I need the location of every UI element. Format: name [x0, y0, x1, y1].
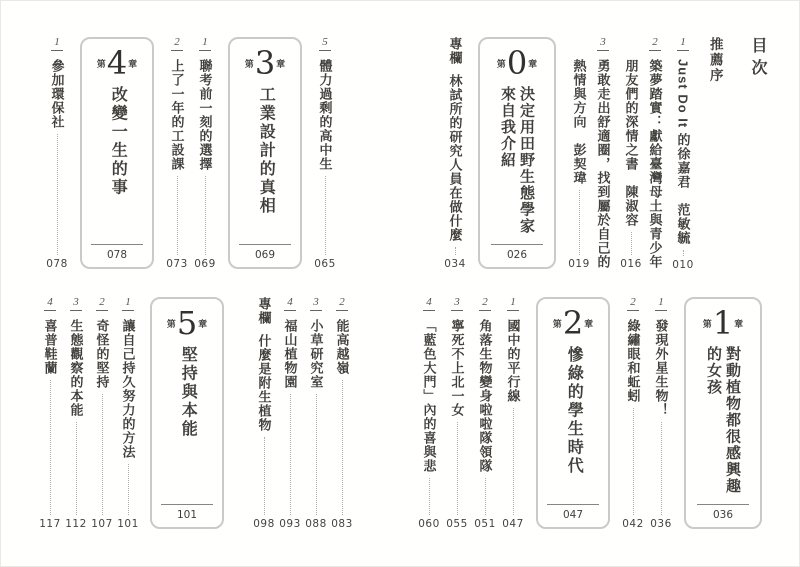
chapter-box-3	[228, 37, 302, 269]
entry-title: 聯考前一刻的選擇	[197, 59, 213, 171]
chapter-suffix: 章	[198, 318, 208, 329]
chapter-title-line1: 決定用田野生態學家	[518, 86, 535, 235]
dotted-leader	[631, 232, 632, 255]
dotted-leader	[57, 134, 58, 255]
entry-title: 參加環保社	[49, 59, 65, 129]
entry-number: 3	[597, 37, 609, 51]
dotted-leader	[76, 422, 77, 515]
entry-number: 2	[479, 297, 491, 311]
chapter-number: 5	[176, 304, 198, 342]
chapter-page-number: 036	[712, 508, 734, 521]
page-number: 098	[253, 517, 275, 530]
toc-entry	[501, 297, 525, 529]
entry-number: 2	[171, 37, 183, 51]
page-number: 101	[117, 517, 139, 530]
page-number: 051	[474, 517, 496, 530]
dotted-leader	[455, 247, 456, 255]
chapter-suffix: 章	[128, 58, 138, 69]
toc-entry	[117, 297, 139, 529]
chapter-label	[702, 304, 744, 342]
page-number: 107	[91, 517, 113, 530]
page-number: 093	[279, 517, 301, 530]
chapter-label	[166, 304, 208, 342]
chapter-rule	[91, 244, 143, 245]
dotted-leader	[579, 190, 580, 255]
dotted-leader	[205, 176, 206, 255]
toc-column-entry	[253, 297, 275, 529]
dotted-leader	[316, 394, 317, 515]
chapter-suffix: 章	[734, 318, 744, 329]
entry-title: Just Do It 的徐嘉君 范敏毓	[675, 59, 691, 245]
entry-title: 綠繡眼和蚯蚓	[625, 319, 641, 403]
chapter-number: 4	[106, 44, 128, 82]
toc-entry	[193, 37, 217, 269]
page-number: 073	[166, 257, 188, 270]
chapter-title-line2: 的女孩	[705, 346, 722, 396]
dotted-leader	[290, 394, 291, 515]
page-number: 016	[620, 257, 642, 270]
entry-title: 寧死不上北一女	[449, 319, 465, 417]
toc-entry	[649, 297, 673, 529]
page-number: 083	[331, 517, 353, 530]
entry-title: 能高越嶺	[334, 319, 350, 375]
chapter-rule	[239, 244, 291, 245]
entry-number: 1	[122, 297, 134, 311]
toc-column-entry	[443, 37, 467, 269]
chapter-box-0	[478, 37, 556, 269]
chapter-rule	[161, 504, 213, 505]
column-tag: 專欄	[256, 297, 272, 325]
entry-title-line2: 朋友們的深情之書 陳淑容	[623, 59, 639, 227]
toc-entry	[621, 297, 645, 529]
chapter-prefix: 第	[166, 318, 176, 329]
entry-title: 什麼是附生植物	[256, 334, 272, 432]
chapter-prefix: 第	[244, 58, 254, 69]
toc-entry	[671, 37, 695, 269]
chapter-title	[498, 86, 536, 243]
page-number: 088	[305, 517, 327, 530]
chapter-prefix: 第	[552, 318, 562, 329]
entry-number: 1	[199, 37, 211, 51]
chapter-prefix: 第	[496, 58, 506, 69]
entry-title: 發現外星生物！	[653, 319, 669, 417]
page-number: 036	[650, 517, 672, 530]
entry-title-line1: 勇敢走出舒適圈，找到屬於自己的	[595, 59, 611, 269]
dotted-leader	[457, 422, 458, 515]
entry-number: 4	[423, 297, 435, 311]
page-number: 034	[444, 257, 466, 270]
chapter-number: 2	[562, 304, 584, 342]
chapter-title: 慘綠的學生時代	[565, 346, 583, 476]
dotted-leader	[633, 408, 634, 515]
toc-entry	[417, 297, 441, 529]
toc-entry	[331, 297, 353, 529]
dotted-leader	[429, 478, 430, 515]
chapter-title	[704, 346, 742, 503]
entry-number: 5	[319, 37, 331, 51]
page-number: 047	[502, 517, 524, 530]
chapter-rule	[697, 504, 749, 505]
page-number: 042	[622, 517, 644, 530]
entry-number: 1	[655, 297, 667, 311]
entry-title-line2: 熱情與方向 彭契瑋	[571, 59, 587, 185]
chapter-rule	[491, 244, 543, 245]
chapter-label	[552, 304, 594, 342]
chapter-box-2	[536, 297, 610, 529]
toc-bottom-left-block	[31, 297, 353, 529]
entry-number: 3	[70, 297, 82, 311]
entry-title-line1: 築夢踏實：獻給臺灣母土與青少年	[647, 59, 663, 269]
chapter-label	[96, 44, 138, 82]
entry-title: 體力過剩的高中生	[317, 59, 333, 171]
page-number: 055	[446, 517, 468, 530]
page-number: 078	[46, 257, 68, 270]
chapter-box-5	[150, 297, 224, 529]
chapter-rule	[547, 504, 599, 505]
toc-entry	[45, 37, 69, 269]
chapter-suffix: 章	[584, 318, 594, 329]
entry-number: 2	[336, 297, 348, 311]
page-number: 065	[314, 257, 336, 270]
page-number: 112	[65, 517, 87, 530]
dotted-leader	[485, 478, 486, 515]
dotted-leader	[342, 380, 343, 515]
chapter-prefix: 第	[96, 58, 106, 69]
toc-entry	[473, 297, 497, 529]
entry-number: 1	[507, 297, 519, 311]
chapter-number: 1	[712, 304, 734, 342]
entry-title: 國中的平行線	[505, 319, 521, 403]
dotted-leader	[50, 380, 51, 515]
dotted-leader	[128, 464, 129, 515]
recommend-section-header	[703, 37, 727, 269]
toc-top-right-block	[444, 36, 769, 271]
chapter-suffix: 章	[528, 58, 538, 69]
chapter-title: 堅持與本能	[179, 346, 197, 439]
entry-title: 「藍色大門」內的喜與悲	[421, 319, 437, 473]
page-number: 069	[194, 257, 216, 270]
dotted-leader	[513, 408, 514, 515]
chapter-page-number: 026	[506, 248, 528, 261]
entry-number: 1	[51, 37, 63, 51]
toc-title-column	[745, 37, 769, 269]
chapter-page-number: 069	[254, 248, 276, 261]
entry-title: 角落生物變身啦啦隊領隊	[477, 319, 493, 473]
dotted-leader	[661, 422, 662, 515]
toc-entry	[91, 297, 113, 529]
column-tag: 專欄	[447, 37, 463, 65]
chapter-label	[496, 44, 538, 82]
entry-number: 3	[310, 297, 322, 311]
page-number: 060	[418, 517, 440, 530]
dotted-leader	[264, 437, 265, 515]
chapter-page-number: 047	[562, 508, 584, 521]
chapter-prefix: 第	[702, 318, 712, 329]
toc-entry	[619, 37, 667, 269]
toc-entry	[65, 297, 87, 529]
chapter-page-number: 078	[106, 248, 128, 261]
chapter-suffix: 章	[276, 58, 286, 69]
chapter-box-1	[684, 297, 762, 529]
toc-entry	[567, 37, 615, 269]
dotted-leader	[102, 394, 103, 515]
chapter-page-number: 101	[176, 508, 198, 521]
chapter-title: 改變一生的事	[109, 86, 127, 198]
entry-number: 2	[649, 37, 661, 51]
toc-bottom-right-block	[417, 297, 769, 529]
chapter-number: 3	[254, 44, 276, 82]
entry-title: 生態觀察的本能	[68, 319, 84, 417]
chapter-number: 0	[506, 44, 528, 82]
toc-entry	[39, 297, 61, 529]
toc-entry	[313, 37, 337, 269]
entry-title: 上了一年的工設課	[169, 59, 185, 171]
entry-title: 林試所的研究人員在做什麼	[447, 74, 463, 242]
page-title: 目次	[749, 37, 766, 81]
chapter-label	[244, 44, 286, 82]
chapter-title-line1: 對動植物都很感興趣	[724, 346, 741, 495]
toc-entry	[305, 297, 327, 529]
entry-title: 讓自己持久努力的方法	[120, 319, 136, 459]
page-number: 117	[39, 517, 61, 530]
chapter-box-4	[80, 37, 154, 269]
dotted-leader	[683, 250, 684, 256]
dotted-leader	[325, 176, 326, 255]
entry-number: 2	[627, 297, 639, 311]
entry-title: 福山植物園	[282, 319, 298, 389]
entry-title: 喜普鞋蘭	[42, 319, 58, 375]
entry-number: 4	[284, 297, 296, 311]
entry-number: 2	[96, 297, 108, 311]
page-number: 019	[568, 257, 590, 270]
toc-entry	[445, 297, 469, 529]
entry-title: 奇怪的堅持	[94, 319, 110, 389]
chapter-title: 工業設計的真相	[257, 86, 275, 216]
entry-number: 3	[451, 297, 463, 311]
toc-entry	[165, 37, 189, 269]
section-header-label: 推薦序	[707, 37, 723, 84]
entry-number: 4	[44, 297, 56, 311]
entry-title: 小草研究室	[308, 319, 324, 389]
page-number: 010	[672, 258, 694, 271]
dotted-leader	[177, 176, 178, 255]
toc-entry	[279, 297, 301, 529]
entry-number: 1	[677, 37, 689, 51]
toc-top-left-block	[37, 37, 337, 269]
chapter-title-line2: 來自我介紹	[499, 86, 516, 169]
